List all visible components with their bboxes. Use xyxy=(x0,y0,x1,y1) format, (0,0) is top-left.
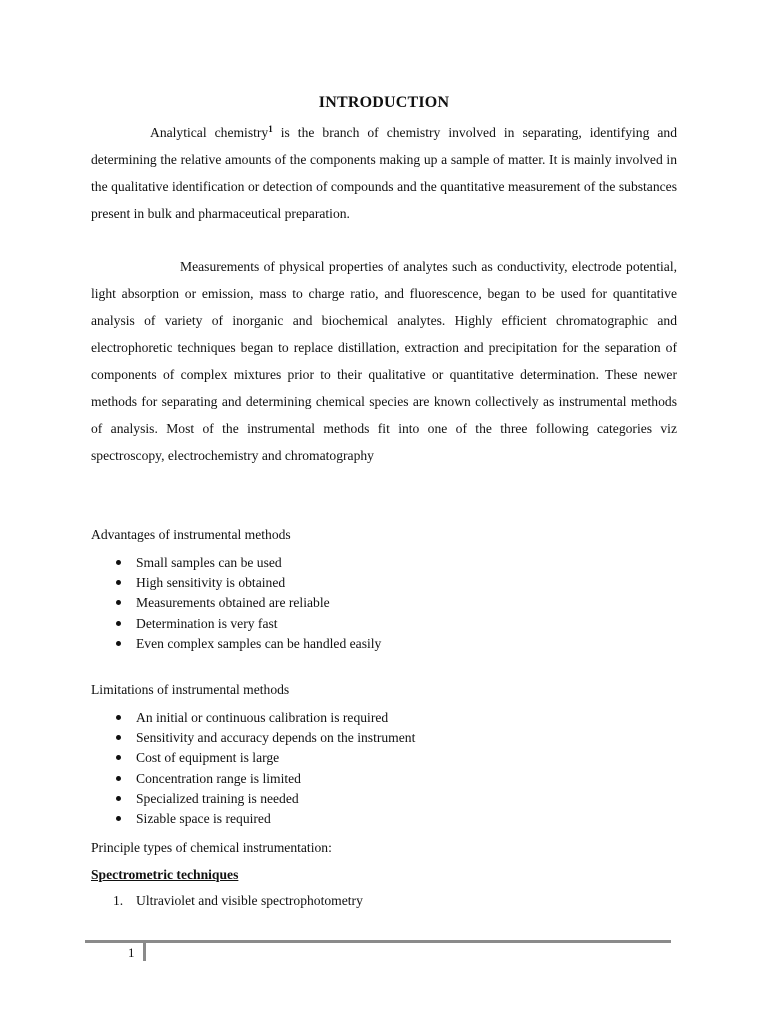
list-item xyxy=(116,708,415,728)
list-item xyxy=(116,593,381,613)
list-item-text: An initial or continuous calibration is required xyxy=(136,710,389,725)
limitations-list xyxy=(116,708,415,829)
intro-text-rest: is the branch of chemistry involved in separating, identifying and determining the relative amounts of the components making up a sample of matter. It is mainly involved in the qualitative identification or detection of compounds and the quantitative measurement of the substances present in bulk and pharmaceutical preparation. xyxy=(91,125,677,221)
list-item-text: Even complex samples can be handled easily xyxy=(136,635,382,651)
bullet-icon xyxy=(116,641,121,646)
bullet-icon xyxy=(116,715,121,720)
advantages-list xyxy=(116,553,381,654)
list-item xyxy=(113,892,363,910)
page-title: INTRODUCTION xyxy=(318,94,450,111)
page-number: 1 xyxy=(128,945,135,960)
citation-superscript: 1 xyxy=(268,124,273,134)
list-item xyxy=(116,614,381,634)
bullet-icon xyxy=(116,755,121,760)
spectrometric-list xyxy=(113,892,363,910)
footer-vertical-separator xyxy=(143,943,146,961)
bullet-icon xyxy=(116,580,121,585)
list-item-text: Cost of equipment is large xyxy=(136,750,280,766)
advantages-heading: Advantages of instrumental methods xyxy=(91,527,291,542)
list-item-text: Ultraviolet and visible spectrophotometry xyxy=(136,893,363,908)
list-item-number: 1. xyxy=(113,893,124,908)
bullet-icon xyxy=(116,796,121,801)
bullet-icon xyxy=(116,735,121,740)
limitations-heading: Limitations of instrumental methods xyxy=(91,682,290,697)
bullet-icon xyxy=(116,560,121,565)
list-item xyxy=(116,769,415,789)
list-item-text: Specialized training is needed xyxy=(136,790,299,806)
bullet-icon xyxy=(116,816,121,821)
intro-text-start: Analytical chemistry xyxy=(150,125,269,140)
list-item xyxy=(116,553,381,573)
list-item xyxy=(116,809,415,829)
list-item-text: Measurements obtained are reliable xyxy=(136,595,330,611)
bullet-icon xyxy=(116,776,121,781)
list-item-text: High sensitivity is obtained xyxy=(136,575,286,591)
list-item xyxy=(116,728,415,748)
list-item-text: Concentration range is limited xyxy=(136,770,301,786)
list-item xyxy=(116,789,415,809)
list-item xyxy=(116,634,381,654)
bullet-icon xyxy=(116,621,121,626)
list-item-text: Small samples can be used xyxy=(136,555,282,570)
intro-paragraph xyxy=(91,119,677,227)
list-item xyxy=(116,748,415,768)
list-item-text: Determination is very fast xyxy=(136,615,278,631)
bullet-icon xyxy=(116,600,121,605)
list-item-text: Sensitivity and accuracy depends on the instrument xyxy=(136,730,416,746)
footer-divider xyxy=(85,940,671,943)
measurements-paragraph: Measurements of physical properties of analytes such as conductivity, electrode potential, light absorption or emission, mass to charge ratio, and fluorescence, began to be used for quantitative analysis of variety of inorganic and biochemical analytes. Highly efficient chromatographic and electrophoretic techniques began to replace distillation, extraction and precipitation for the separation of components of complex mixtures prior to their qualitative or quantitative determination. These newer methods for separating and determining chemical species are known collectively as instrumental methods of analysis. Most of the instrumental methods fit into one of the three following categories viz spectroscopy, electrochemistry and chromatography xyxy=(91,259,677,463)
spectrometric-heading: Spectrometric techniques xyxy=(91,867,239,882)
list-item-text: Sizable space is required xyxy=(136,811,271,827)
principle-types-heading: Principle types of chemical instrumentation: xyxy=(91,840,332,855)
list-item xyxy=(116,573,381,593)
